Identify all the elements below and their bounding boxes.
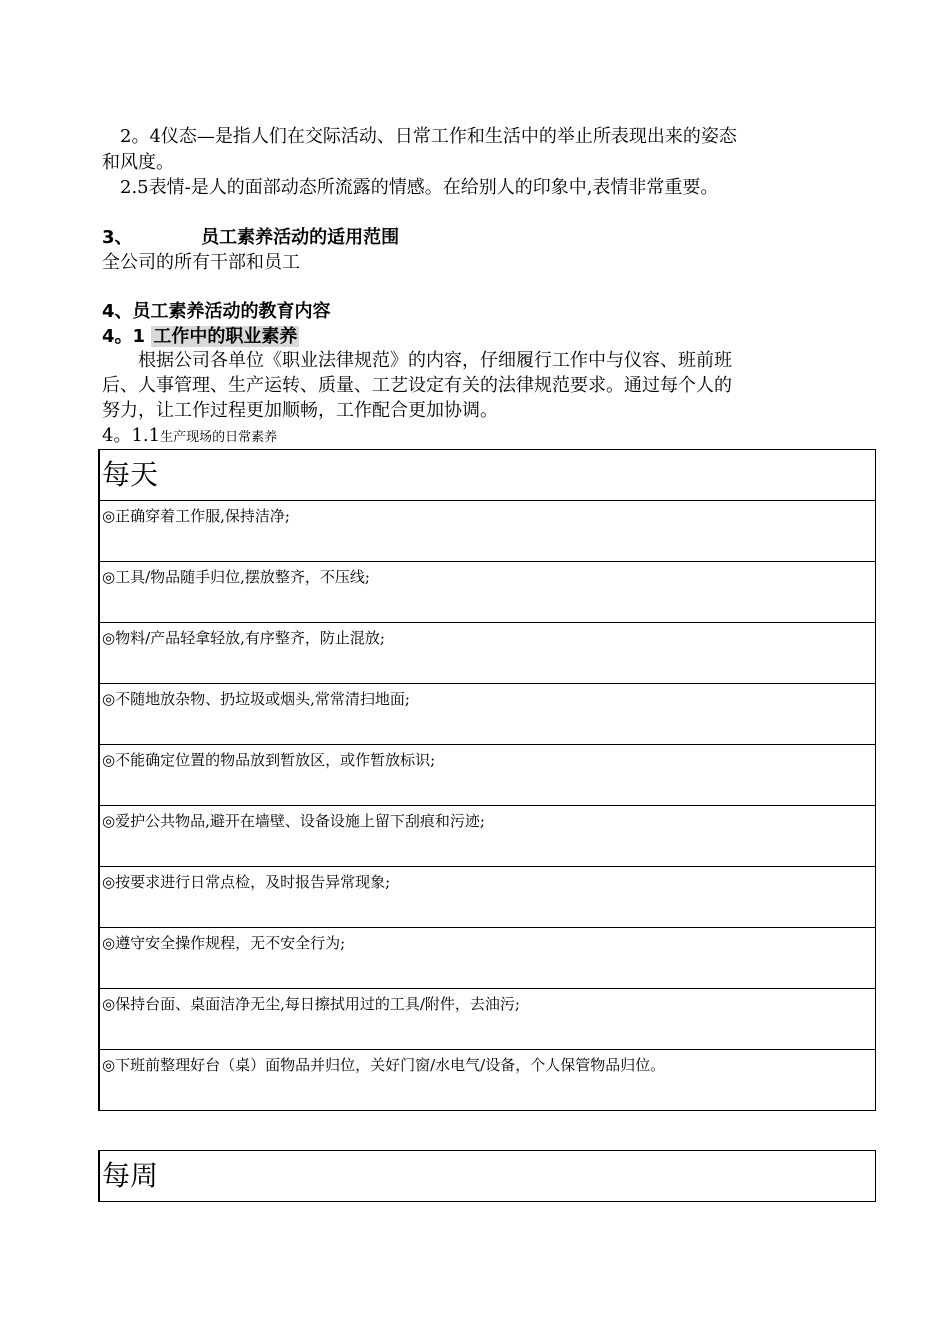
daily-item: ◎工具/物品随手归位,摆放整齐，不压线; <box>99 562 876 623</box>
section-4-1-1-title: 生产现场的日常素养 <box>160 430 278 445</box>
daily-item: ◎保持台面、桌面洁净无尘,每日擦拭用过的工具/附件，去油污; <box>99 989 876 1050</box>
daily-table <box>98 449 876 1111</box>
weekly-table <box>98 1150 876 1202</box>
paragraph-2-4-line2: 和风度。 <box>102 152 174 173</box>
section-4-heading: 4、员工素养活动的教育内容 <box>102 301 331 322</box>
weekly-table-header: 每周 <box>99 1151 876 1202</box>
daily-item: ◎遵守安全操作规程，无不安全行为; <box>99 928 876 989</box>
daily-item: ◎按要求进行日常点检，及时报告异常现象; <box>99 867 876 928</box>
section-3-title: 员工素养活动的适用范围 <box>201 227 400 248</box>
section-4-1-title: 工作中的职业素养 <box>153 326 298 347</box>
daily-item: ◎爱护公共物品,避开在墙壁、设备设施上留下刮痕和污迹; <box>99 806 876 867</box>
section-3-number: 3、 <box>102 227 133 248</box>
section-4-1-body-line2: 后、人事管理、生产运转、质量、工艺设定有关的法律规范要求。通过每个人的 <box>102 375 732 396</box>
daily-item: ◎不随地放杂物、扔垃圾或烟头,常常清扫地面; <box>99 684 876 745</box>
section-4-1-body-line3: 努力，让工作过程更加顺畅，工作配合更加协调。 <box>102 400 498 421</box>
daily-item: ◎物料/产品轻拿轻放,有序整齐，防止混放; <box>99 623 876 684</box>
daily-item: ◎不能确定位置的物品放到暂放区，或作暂放标识; <box>99 745 876 806</box>
daily-item: ◎下班前整理好台（桌）面物品并归位，关好门窗/水电气/设备，个人保管物品归位。 <box>99 1050 876 1111</box>
daily-item: ◎正确穿着工作服,保持洁净; <box>99 501 876 562</box>
paragraph-2-4-line1: 2。4仪态—是指人们在交际活动、日常工作和生活中的举止所表现出来的姿态 <box>102 126 737 147</box>
section-4-1-1-number: 4。1.1 <box>102 425 161 446</box>
section-4-1-number: 4。1 <box>102 326 146 347</box>
section-4-1-1-heading <box>102 425 277 449</box>
paragraph-2-5: 2.5表情-是人的面部动态所流露的情感。在给别人的印象中,表情非常重要。 <box>102 177 719 198</box>
section-4-1-body-line1: 根据公司各单位《职业法律规范》的内容，仔细履行工作中与仪容、班前班 <box>102 350 732 371</box>
section-3-heading <box>102 227 399 249</box>
daily-table-header: 每天 <box>99 450 876 501</box>
section-4-1-heading <box>102 326 299 348</box>
section-3-body: 全公司的所有干部和员工 <box>102 252 300 273</box>
